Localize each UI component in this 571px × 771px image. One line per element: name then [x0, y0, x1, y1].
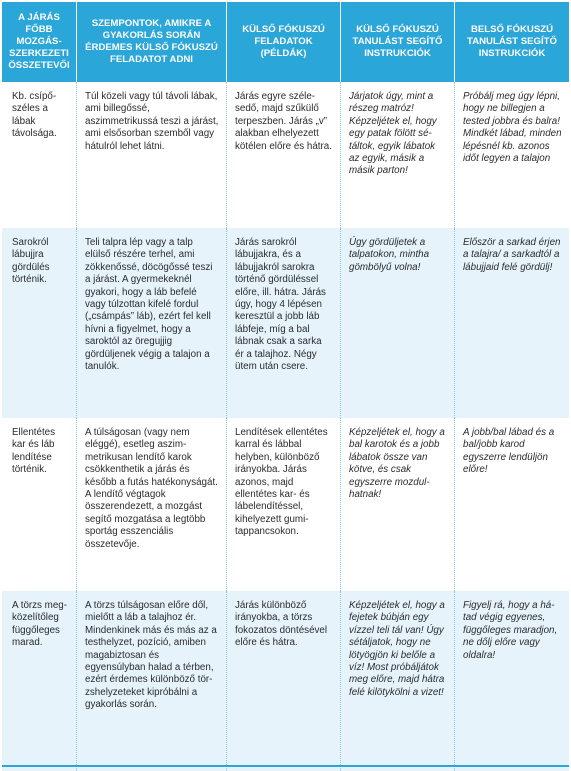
cell-external-instruction: Járjatok úgy, mint a részeg matróz! Képzeljétek el, hogy egy patak fölött sétáltok, egyik lábatok az egyik, másik a másik parton!	[341, 82, 455, 228]
cell-tasks: Járás sarokról lábujjakra, és a lábujjakról sarokra történő gördüléssel előre, ill. hátra. Járás úgy, hogy 4 lépésen keresztül a jobb láb lábfeje, míg a bal lábnak csak a sarka ér a talajhoz. Négy ütem után csere.	[227, 228, 341, 418]
cell-aspects: A törzs túlságosan előre dől, mielőtt a láb a talajhoz ér. Mindenkinek más és más az a testhelyzet, pozíció, amiben magabiztosan és egyensúlyban halad a térben, ezért érdemes különböző törzshelyzeteket kipróbálni a gyakorlás során.	[77, 591, 227, 771]
cell-component: Kb. csípőszéles a lábak távolsága.	[2, 82, 77, 228]
cell-internal-instruction: A jobb/bal lábad és a bal/jobb karod egyszerre lendüljön előre!	[455, 418, 569, 591]
cell-aspects: Teli talpra lép vagy a talp elülső részére terhel, ami zökkenőssé, döcögőssé teszi a járást. A gyermekeknél gyakori, hogy a láb befelé vagy túlzottan kifelé fordul („csámpás” láb), ezért fel kell hívni a figyelmet, hogy a saroktól az öregujjig gördüljenek végig a talajon a tanulók.	[77, 228, 227, 418]
cell-internal-instruction: Először a sarkad érjen a talajra/ a sarkadtól a lábujjaid felé gördülj!	[455, 228, 569, 418]
header-external-focus-instructions: KÜLSŐ FÓKUSZÚ TANULÁST SEGÍTŐ INSTRUKCIÓK	[341, 2, 455, 82]
cell-component: Ellentétes kar és láb lendítése történik.	[2, 418, 77, 591]
cell-aspects: Túl közeli vagy túl távoli lábak, ami billegőssé, aszimmetrikussá teszi a járást, ami elsősorban szemből vagy hátulról lehet látni.	[77, 82, 227, 228]
cell-external-instruction: Úgy gördüljetek a talpatokon, mintha gömbölyű volna!	[341, 228, 455, 418]
instruction-table-wrapper	[2, 2, 569, 767]
header-internal-focus-instructions: BELSŐ FÓKUSZÚ TANULÁST SEGÍTŐ INSTRUKCIÓK	[455, 2, 569, 82]
walking-instruction-table	[2, 2, 569, 771]
header-external-focus-tasks: KÜLSŐ FÓKUSZÚ FELADATOK (PÉLDÁK)	[227, 2, 341, 82]
cell-component: Sarokról lábujjra gördülés történik.	[2, 228, 77, 418]
header-practice-aspects: SZEMPONTOK, AMIKRE A GYAKORLÁS SORÁN ÉRDEMES KÜLSŐ FÓKUSZÚ FELADATOT ADNI	[77, 2, 227, 82]
cell-tasks: Járás egyre szélesedő, majd szűkülő terpeszben. Járás „v” alakban elhelyezett kötélen előre és hátra.	[227, 82, 341, 228]
cell-external-instruction: Képzeljétek el, hogy a bal karotok és a jobb lábatok össze van kötve, és csak egyszerre mozdulhatnak!	[341, 418, 455, 591]
table-row	[2, 591, 569, 771]
table-bottom-border	[2, 765, 569, 767]
table-row	[2, 228, 569, 418]
header-movement-components: A JÁRÁS FŐBB MOZGÁSSZERKEZETI ÖSSZETEVŐI	[2, 2, 77, 82]
cell-aspects: A túlságosan (vagy nem eléggé), esetleg aszimmetrikusan lendítő karok csökkenthetik a járás és később a futás hatékonyságát. A lendítő végtagok összerendezett, a mozgást segítő mozgatása a legtöbb sportág esszenciális összetevője.	[77, 418, 227, 591]
cell-tasks: Járás különböző irányokba, a törzs fokozatos döntésével előre és hátra.	[227, 591, 341, 771]
cell-external-instruction: Képzeljétek el, hogy a fejetek búbján egy vízzel teli tál van! Úgy sétáljatok, hogy ne lötyögjön ki belőle a víz! Most próbáljátok meg előre, majd hátra felé kilötykölni a vizet!	[341, 591, 455, 771]
cell-component: A törzs megközelítőleg függőleges marad.	[2, 591, 77, 771]
table-row	[2, 82, 569, 228]
table-row	[2, 418, 569, 591]
cell-tasks: Lendítések ellentétes karral és lábbal helyben, különböző irányokba. Járás azonos, majd ellentétes kar- és lábelendítéssel, kihelyezett gumitappancsokon.	[227, 418, 341, 591]
cell-internal-instruction: Figyelj rá, hogy a hátad végig egyenes, függőleges maradjon, ne dőlj előre vagy oldalra!	[455, 591, 569, 771]
cell-internal-instruction: Próbálj meg úgy lépni, hogy ne billegjen a tested jobbra és balra! Mindkét lábad, minden lépésnél kb. azonos időt legyen a talajon	[455, 82, 569, 228]
table-header-row	[2, 2, 569, 82]
